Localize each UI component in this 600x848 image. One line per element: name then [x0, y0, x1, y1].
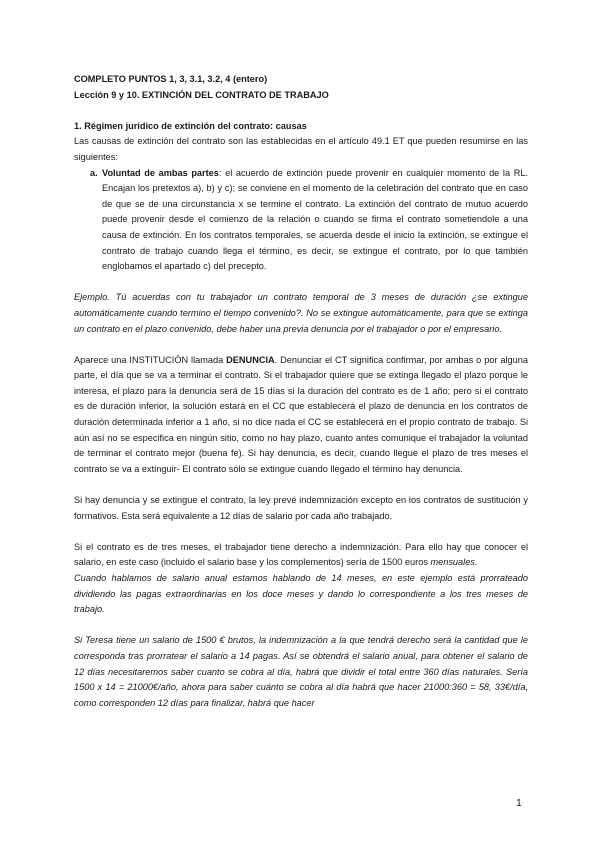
header-line-2: Lección 9 y 10. EXTINCIÓN DEL CONTRATO DE TRABAJO — [74, 89, 329, 100]
list-item-a-body: : el acuerdo de extinción puede provenir en cualquier momento de la RL. Encajan los pretextos a), b) y c); se conviene en el momento de la celebración del contrato que en caso de que se de una circunstancia x se termine el contrato. La extinción del contrato de mutuo acuerdo puede provenir desde el comienzo de la relación o cuando se firma el contrato sometiendole a una causa de extinción. En los contratos temporales, se acuerda desde el inicio la extinción, se extingue el contrato de trabajo cuando llega el término, es decir, se extingue el contrato, por lo que también englobamos el apartado c) del precepto. — [102, 167, 528, 272]
denuncia-body: . Denunciar el CT significa confirmar, por ambas o por alguna parte, el día que se va a terminar el contrato. Si el trabajador quiere que se extinga llegado el plazo porque le interesa, el plazo para la denuncia será de 15 días si la duración del contrato es de 1 año; pero si el contrato es de duración inferior, la solución estará en el CC que establecerá el plazo de denuncia en los contratos de duración determinada inferior a 1 año, si no dice nada el CC se establecerá en el propio contrato de trabajo. Si aún así no se especifica en ningún sitio, como no hay plazo, cuanto antes comunique el trabajador la voluntad de terminar el contrato mejor (buena fe). Si hay denuncia, es decir, cuando llegue el plazo de tres meses el contrato se va a extinguir- El contrato sólo se extingue cuando llegado el término hay denuncia. — [74, 354, 528, 474]
example-paragraph: Ejemplo. Tú acuerdas con tu trabajador un contrato temporal de 3 meses de duración ¿se extingue automáticamente cuando termino el tiempo convenido?. No se extingue automáticamente, para que se extinga un contrato en el plazo convenido, debe haber una previa denuncia por el trabajador o por el empresario. — [74, 292, 528, 334]
salario-paragraph — [74, 540, 528, 571]
indemnizacion-paragraph: Si hay denuncia y se extingue el contrato, la ley prevé indemnización excepto en los contratos de sustitución y formativos. Esta será equivalente a 12 días de salario por cada año trabajado. — [74, 495, 528, 521]
teresa-paragraph: Si Teresa tiene un salario de 1500 € brutos, la indemnización a la que tendrá derecho será la cantidad que le corresponda tras prorratear el salario a 14 pagas. Así se obtendrá el salario anual, para obtener el salario de 12 días necesitaremos saber cuanto se cobra al día, habrá que dividir el total entre 360 días naturales. Sería 1500 x 14 = 21000€/año, ahora para saber cuánto se cobra al día habrá que hacer 21000:360 = 58, 33€/día, como corresponden 12 días para finalizar, habrá que hacer — [74, 635, 528, 708]
denuncia-intro: Aparece una INSTITUCIÓN llamada — [74, 354, 227, 365]
denuncia-keyword: DENUNCIA — [226, 354, 275, 365]
section-1-heading: 1. Régimen jurídico de extinción del contrato: causas — [74, 120, 307, 131]
list-item-a-text — [102, 166, 528, 275]
salario-text: Si el contrato es de tres meses, el trabajador tiene derecho a indemnización. Para ello hay que conocer el salario, en este caso (incluido el salario base y los complementos) sería de 1500 euros — [74, 541, 528, 568]
section-1-intro: Las causas de extinción del contrato son las establecidas en el artículo 49.1 ET que pueden resumirse en las siguientes: — [74, 136, 528, 162]
list-marker-a: a. — [90, 167, 98, 178]
list-item-a — [74, 166, 528, 275]
salario-mensuales: mensuales. — [430, 557, 478, 568]
salario-note: Cuando hablamos de salario anual estamos hablando de 14 meses, en este ejemplo está prorrateado dividiendo las pagas extraordinarias en los doce meses y dando lo correspondiente a los tres meses de trabajo. — [74, 573, 528, 615]
page-content — [74, 72, 528, 711]
page-number: 1 — [516, 797, 522, 809]
denuncia-paragraph — [74, 353, 528, 478]
header-line-1: COMPLETO PUNTOS 1, 3, 3.1, 3.2, 4 (entero) — [74, 74, 268, 84]
list-item-a-title: Voluntad de ambas partes — [102, 167, 219, 178]
